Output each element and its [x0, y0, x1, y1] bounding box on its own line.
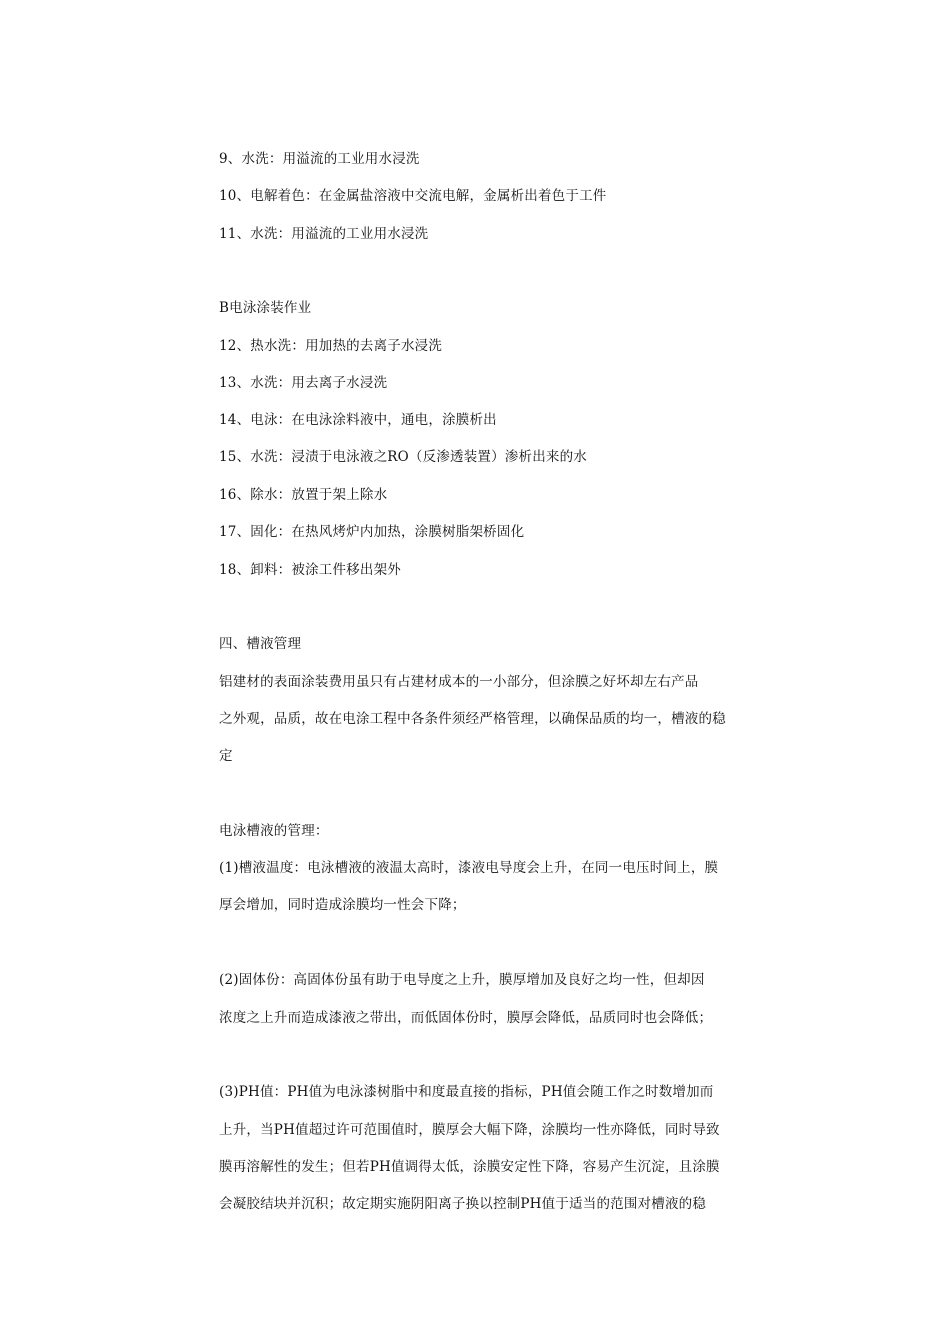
item-3-line-2: 上升，当PH值超过许可范围值时，膜厚会大幅下降，涂膜均一性亦降低，同时导致 [219, 1122, 720, 1138]
item-3-line-3: 膜再溶解性的发生；但若PH值调得太低，涂膜安定性下降，容易产生沉淀，且涂膜 [219, 1159, 720, 1175]
step-17-text: 17、固化：在热风烤炉内加热，涂膜树脂架桥固化 [219, 524, 525, 540]
item-1-line-2: 厚会增加，同时造成涂膜均一性会下降； [219, 897, 466, 913]
section-4-heading: 四、槽液管理 [219, 636, 302, 652]
step-18-text: 18、卸料：被涂工件移出架外 [219, 562, 401, 578]
step-15-text: 15、水洗：浸渍于电泳液之RO（反渗透装置）渗析出来的水 [219, 449, 588, 465]
section-b-heading: B电泳涂装作业 [219, 300, 312, 316]
step-16-text: 16、除水：放置于架上除水 [219, 487, 388, 503]
step-13-text: 13、水洗：用去离子水浸洗 [219, 375, 388, 391]
step-12-text: 12、热水洗：用加热的去离子水浸洗 [219, 338, 443, 354]
bath-management-heading: 电泳槽液的管理： [219, 823, 329, 839]
item-1-line-1: (1)槽液温度：电泳槽液的液温太高时，漆液电导度会上升，在同一电压时间上，膜 [219, 860, 719, 876]
step-10-text: 10、电解着色：在金属盐溶液中交流电解，金属析出着色于工件 [219, 188, 607, 204]
section-4-intro-line-1: 铝建材的表面涂装费用虽只有占建材成本的一小部分，但涂膜之好坏却左右产品 [219, 674, 699, 690]
item-2-line-2: 浓度之上升而造成漆液之带出，而低固体份时，膜厚会降低，品质同时也会降低； [219, 1010, 713, 1026]
step-11-text: 11、水洗：用溢流的工业用水浸洗 [219, 226, 429, 242]
section-4-intro-line-2: 之外观，品质，故在电涂工程中各条件须经严格管理，以确保品质的均一，槽液的稳 [219, 711, 726, 727]
section-4-intro-line-3: 定 [219, 748, 233, 764]
step-9-text: 9、水洗：用溢流的工业用水浸洗 [219, 151, 420, 167]
item-3-line-1: (3)PH值：PH值为电泳漆树脂中和度最直接的指标，PH值会随工作之时数增加而 [219, 1084, 714, 1100]
item-2-line-1: (2)固体份：高固体份虽有助于电导度之上升，膜厚增加及良好之均一性，但却因 [219, 972, 705, 988]
item-3-line-4: 会凝胶结块并沉积；故定期实施阴阳离子换以控制PH值于适当的范围对槽液的稳 [219, 1196, 707, 1212]
step-14-text: 14、电泳：在电泳涂料液中，通电，涂膜析出 [219, 412, 497, 428]
